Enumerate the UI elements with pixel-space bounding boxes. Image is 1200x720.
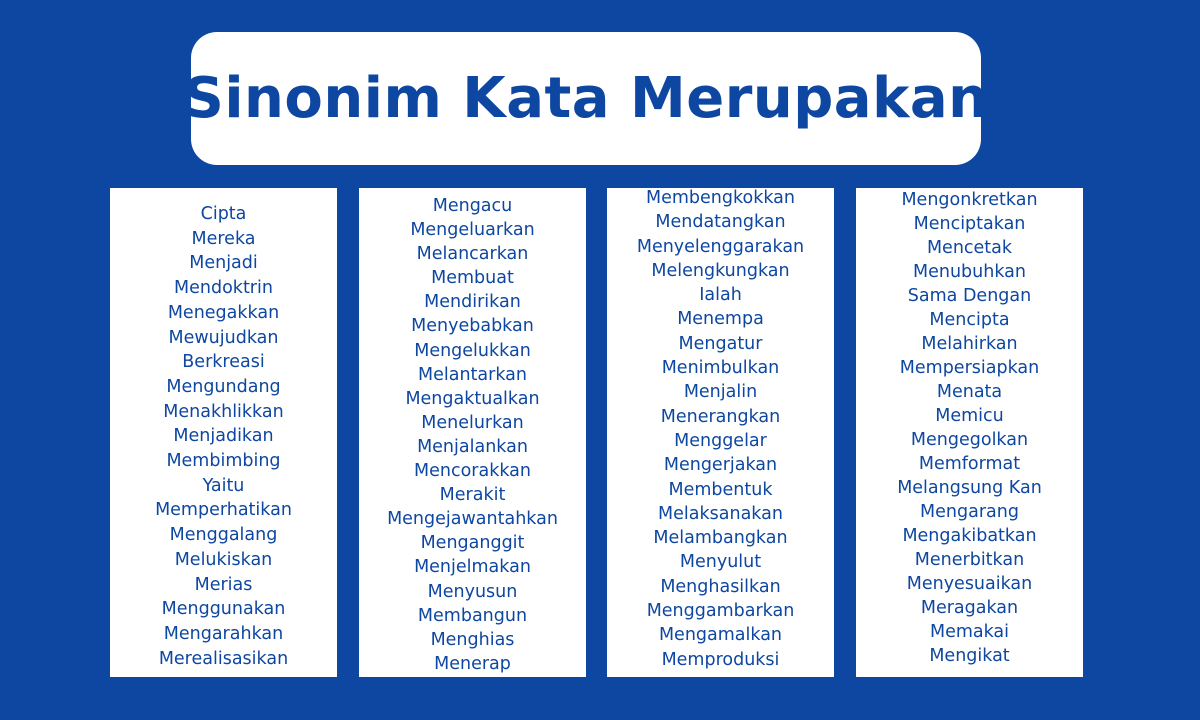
synonym-word: Menata xyxy=(936,382,1003,402)
synonym-word: Ialah xyxy=(699,285,742,306)
synonym-column-1 xyxy=(110,188,337,677)
synonym-word: Mengelukkan xyxy=(414,340,531,361)
synonym-word: Menggambarkan xyxy=(646,601,795,622)
synonym-word: Menghasilkan xyxy=(660,576,781,597)
synonym-word: Menegakkan xyxy=(167,302,280,323)
synonym-word: Melukiskan xyxy=(174,549,273,570)
synonym-word: Melantarkan xyxy=(418,364,527,385)
synonym-word: Melaksanakan xyxy=(658,503,783,524)
synonym-word: Yaitu xyxy=(202,475,245,496)
synonym-column-4 xyxy=(856,188,1083,677)
synonym-word: Menyusun xyxy=(427,581,518,602)
synonym-word: Mengarahkan xyxy=(163,623,284,644)
synonym-word: Mengacu xyxy=(432,196,513,216)
synonym-word: Merakit xyxy=(439,485,506,506)
synonym-word: Membangun xyxy=(417,605,528,626)
synonym-word: Memicu xyxy=(935,406,1004,426)
synonym-word: Melengkungkan xyxy=(651,260,790,281)
synonym-column-3 xyxy=(607,188,834,677)
synonym-word: Memakai xyxy=(929,622,1010,642)
synonym-word: Menyelenggarakan xyxy=(636,236,805,257)
synonym-word: Berkreasi xyxy=(182,352,265,373)
synonym-word: Cipta xyxy=(200,204,247,224)
synonym-word: Melambangkan xyxy=(653,528,788,549)
synonym-word: Mewujudkan xyxy=(168,327,279,348)
synonym-word: Menyesuaikan xyxy=(906,574,1033,594)
synonym-word: Menggelar xyxy=(674,430,767,451)
synonym-word: Mendoktrin xyxy=(174,278,273,299)
synonym-word: Mengegolkan xyxy=(910,430,1029,450)
title-banner xyxy=(183,32,989,165)
synonym-word: Mencorakkan xyxy=(414,461,531,482)
synonym-word: Melangsung Kan xyxy=(897,478,1042,498)
synonym-word: Mengonkretkan xyxy=(901,190,1038,210)
synonym-word: Menempa xyxy=(677,309,764,330)
synonym-word: Menubuhkan xyxy=(913,262,1026,282)
synonym-word: Mengarang xyxy=(920,502,1019,522)
synonym-word: Menerangkan xyxy=(660,406,781,427)
synonym-word: Melahirkan xyxy=(921,334,1018,354)
synonym-word: Mengakibatkan xyxy=(902,526,1037,546)
synonym-word: Membimbing xyxy=(166,451,281,472)
synonym-word: Mengeluarkan xyxy=(410,220,535,241)
synonym-word: Menimbulkan xyxy=(661,358,780,379)
synonym-word: Mengaktualkan xyxy=(405,388,540,409)
synonym-word: Menghias xyxy=(430,629,515,650)
synonym-word: Mengikat xyxy=(929,646,1010,666)
synonym-word: Menyulut xyxy=(679,552,762,573)
synonym-word: Menjalin xyxy=(683,382,758,403)
synonym-word: Menjalankan xyxy=(417,436,528,457)
synonym-list-3 xyxy=(607,188,834,672)
synonym-column-2 xyxy=(359,188,586,677)
synonym-word: Memproduksi xyxy=(661,649,780,670)
synonym-word: Merealisasikan xyxy=(158,648,289,669)
synonym-word: Menyebabkan xyxy=(411,316,534,337)
synonym-word: Menelurkan xyxy=(421,412,524,433)
synonym-word: Mengerjakan xyxy=(663,455,778,476)
synonym-word: Menjadikan xyxy=(173,426,274,447)
synonym-word: Menjelmakan xyxy=(414,557,531,578)
synonym-word: Mempersiapkan xyxy=(899,358,1040,378)
synonym-word: Menjadi xyxy=(189,253,258,274)
synonym-word: Mencetak xyxy=(926,238,1013,258)
synonym-word: Menakhlikkan xyxy=(163,401,284,422)
synonym-word: Mengatur xyxy=(678,333,763,354)
page-title: Sinonim Kata Merupakan xyxy=(183,66,989,131)
synonym-word: Menerap xyxy=(434,653,511,674)
synonym-list-2 xyxy=(359,188,586,676)
synonym-word: Mengundang xyxy=(166,376,281,397)
synonym-word: Merias xyxy=(194,574,253,595)
synonym-word: Mengejawantahkan xyxy=(387,509,558,530)
synonym-word: Menggalang xyxy=(169,525,278,546)
synonym-word: Mencipta xyxy=(929,310,1010,330)
synonym-word: Mendatangkan xyxy=(655,212,786,233)
synonym-word: Mendirikan xyxy=(424,292,521,313)
synonym-word: Membengkokkan xyxy=(646,188,795,208)
synonym-word: Mengamalkan xyxy=(658,625,783,646)
synonym-word: Memperhatikan xyxy=(155,500,292,521)
synonym-word: Membentuk xyxy=(668,479,773,500)
synonym-word: Mereka xyxy=(191,228,256,249)
synonym-word: Memformat xyxy=(918,454,1021,474)
synonym-word: Menerbitkan xyxy=(914,550,1025,570)
synonym-list-1 xyxy=(110,188,337,671)
synonym-word: Menggunakan xyxy=(161,599,286,620)
synonym-word: Sama Dengan xyxy=(907,286,1032,306)
synonym-word: Membuat xyxy=(431,268,514,289)
synonym-word: Meragakan xyxy=(920,598,1019,618)
synonym-word: Menganggit xyxy=(420,533,525,554)
synonym-word: Menciptakan xyxy=(913,214,1026,234)
synonym-word: Melancarkan xyxy=(416,244,529,265)
synonym-list-4 xyxy=(856,188,1083,668)
